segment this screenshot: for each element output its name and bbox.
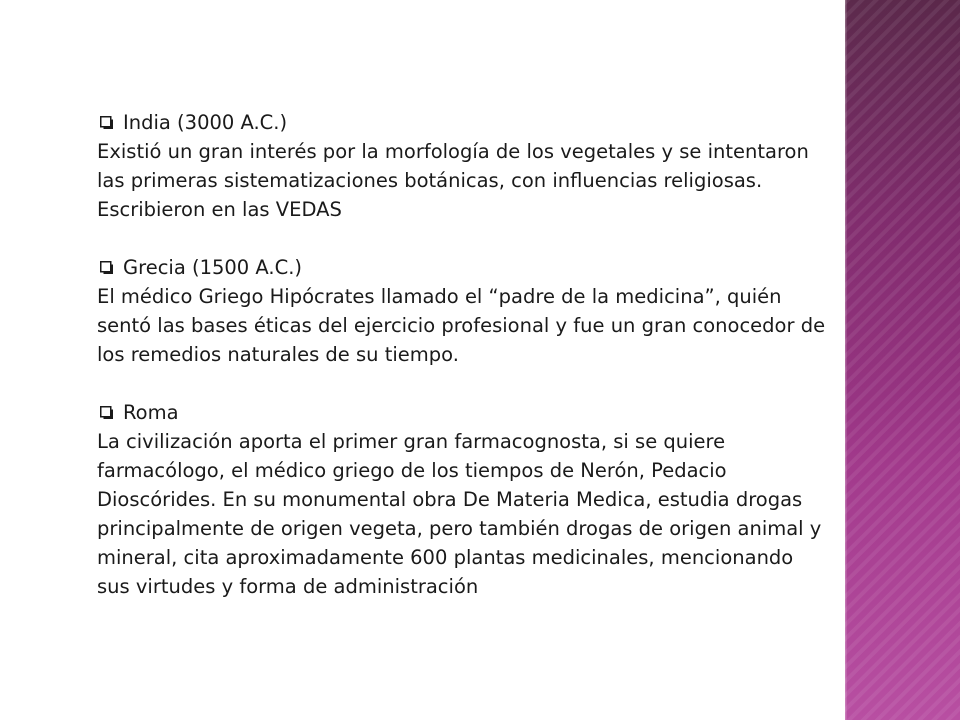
section-india [97, 108, 827, 224]
section-body: Existió un gran interés por la morfología de los vegetales y se intentaron las primeras sistematizaciones botánicas, con influencias religiosas. Escribieron en las VEDAS [97, 140, 809, 221]
slide-content [97, 108, 827, 601]
section-grecia [97, 253, 827, 369]
decorative-side-band [845, 0, 960, 720]
square-bullet-icon [100, 116, 113, 129]
diagonal-stripes-pattern [845, 0, 960, 720]
section-heading-text: India (3000 A.C.) [123, 111, 288, 134]
section-heading [97, 108, 827, 137]
square-bullet-icon [100, 406, 113, 419]
section-heading-text: Grecia (1500 A.C.) [123, 256, 303, 279]
section-roma [97, 398, 827, 601]
section-heading [97, 398, 827, 427]
section-body: La civilización aporta el primer gran farmacognosta, si se quiere farmacólogo, el médico griego de los tiempos de Nerón, Pedacio Dioscórides. En su monumental obra De Materia Medica, estudia drogas principalmente de origen vegeta, pero también drogas de origen animal y mineral, cita aproximadamente 600 plantas medicinales, mencionando sus virtudes y forma de administración [97, 430, 822, 598]
section-heading [97, 253, 827, 282]
section-heading-text: Roma [123, 401, 179, 424]
section-body: El médico Griego Hipócrates llamado el “padre de la medicina”, quién sentó las bases éticas del ejercicio profesional y fue un gran conocedor de los remedios naturales de su tiempo. [97, 285, 826, 366]
square-bullet-icon [100, 261, 113, 274]
